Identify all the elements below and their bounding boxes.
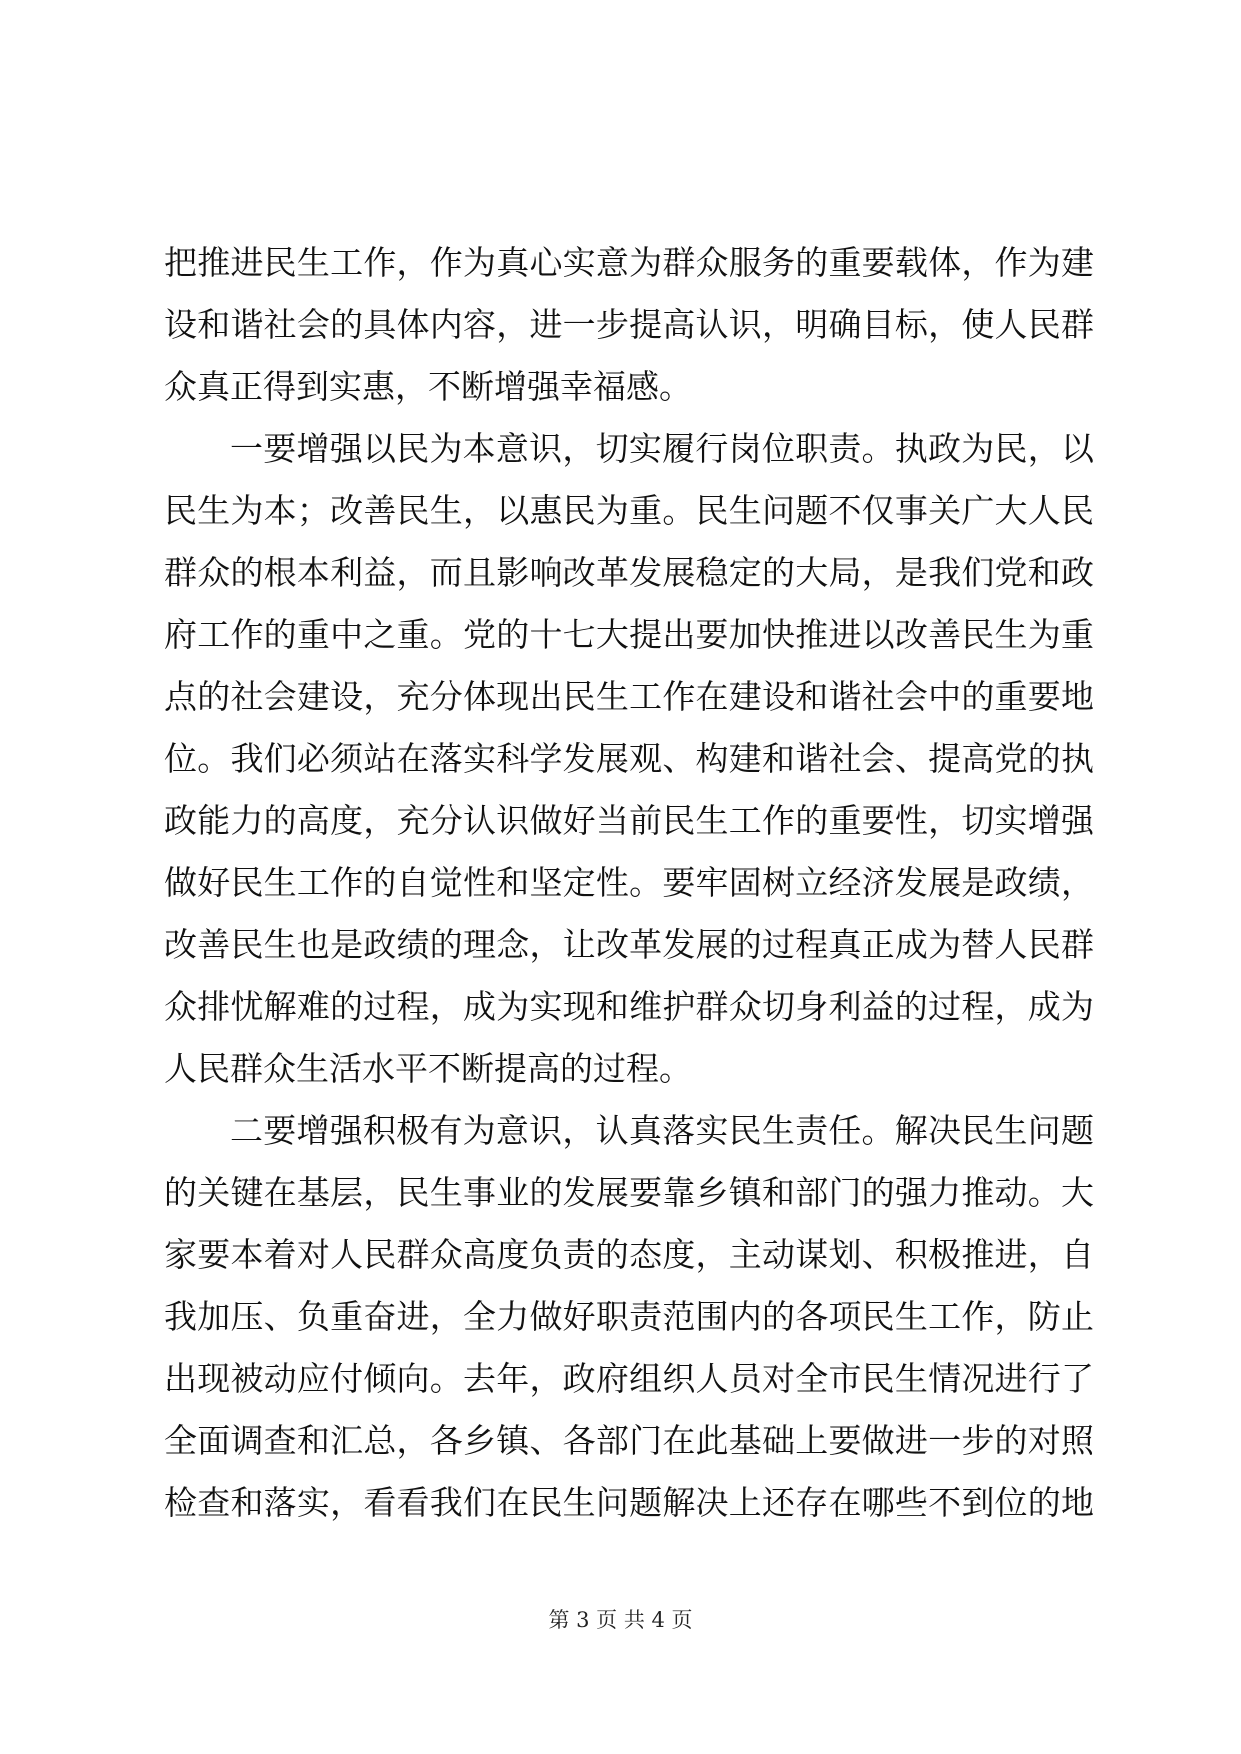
text-line: 改善民生也是政绩的理念，让改革发展的过程真正成为替人民群 xyxy=(164,925,1094,964)
page-footer: 第 3 页 共 4 页 xyxy=(548,1608,693,1632)
text-line: 家要本着对人民群众高度负责的态度，主动谋划、积极推进，自 xyxy=(164,1235,1094,1274)
text-line: 人民群众生活水平不断提高的过程。 xyxy=(164,1049,692,1088)
paragraph-first-line: 二要增强积极有为意识，认真落实民生责任。解决民生问题 xyxy=(230,1111,1094,1150)
text-line: 设和谐社会的具体内容，进一步提高认识，明确目标，使人民群 xyxy=(164,305,1094,344)
text-line: 府工作的重中之重。党的十七大提出要加快推进以改善民生为重 xyxy=(164,615,1094,654)
paragraph-first-line: 一要增强以民为本意识，切实履行岗位职责。执政为民，以 xyxy=(230,429,1094,468)
text-line: 我加压、负重奋进，全力做好职责范围内的各项民生工作，防止 xyxy=(164,1297,1094,1336)
text-line: 众排忧解难的过程，成为实现和维护群众切身利益的过程，成为 xyxy=(164,987,1094,1026)
text-line: 位。我们必须站在落实科学发展观、构建和谐社会、提高党的执 xyxy=(164,739,1094,778)
text-line: 民生为本；改善民生，以惠民为重。民生问题不仅事关广大人民 xyxy=(164,491,1094,530)
text-line: 政能力的高度，充分认识做好当前民生工作的重要性，切实增强 xyxy=(164,801,1094,840)
text-line: 检查和落实，看看我们在民生问题解决上还存在哪些不到位的地 xyxy=(164,1483,1094,1522)
body-text xyxy=(164,232,1094,1534)
text-line: 点的社会建设，充分体现出民生工作在建设和谐社会中的重要地 xyxy=(164,677,1094,716)
text-line: 把推进民生工作，作为真心实意为群众服务的重要载体，作为建 xyxy=(164,243,1094,282)
text-line: 全面调查和汇总，各乡镇、各部门在此基础上要做进一步的对照 xyxy=(164,1421,1094,1460)
text-line: 众真正得到实惠，不断增强幸福感。 xyxy=(164,367,692,406)
text-line: 群众的根本利益，而且影响改革发展稳定的大局，是我们党和政 xyxy=(164,553,1094,592)
text-line: 做好民生工作的自觉性和坚定性。要牢固树立经济发展是政绩， xyxy=(164,863,1094,902)
text-line: 出现被动应付倾向。去年，政府组织人员对全市民生情况进行了 xyxy=(164,1359,1094,1398)
text-line: 的关键在基层，民生事业的发展要靠乡镇和部门的强力推动。大 xyxy=(164,1173,1094,1212)
